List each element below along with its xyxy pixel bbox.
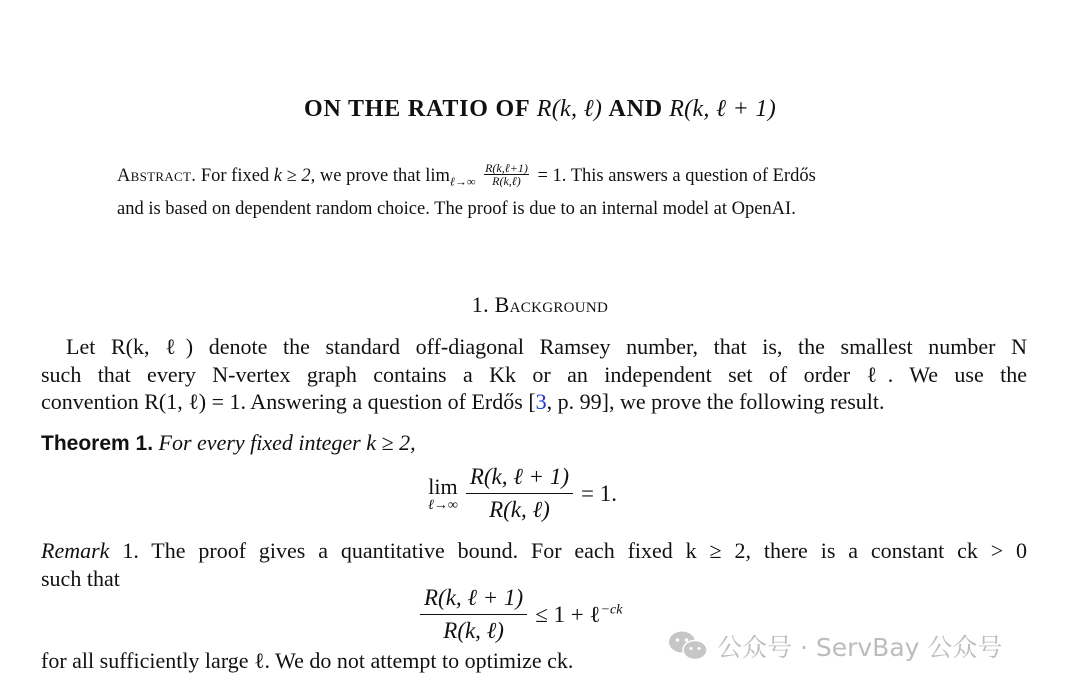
wechat-icon xyxy=(667,629,709,663)
theorem-1 xyxy=(41,430,416,456)
watermark-text: 公众号 · ServBay 公众号 xyxy=(717,633,1003,662)
title-lead: ON THE RATIO OF xyxy=(303,96,531,122)
abstract-line-1 xyxy=(117,163,967,196)
abstract-fraction xyxy=(484,162,529,187)
paper-title xyxy=(0,96,1080,123)
equation-1-rhs: = 1. xyxy=(581,480,617,506)
equation-2-denominator: R(k, ℓ) xyxy=(443,618,504,643)
display-equation-1 xyxy=(428,464,617,523)
abstract-label: Abstract. xyxy=(117,166,197,186)
abstract-condition: k ≥ 2 xyxy=(273,166,311,186)
limit-operator: lim ℓ→∞ xyxy=(428,473,458,513)
paragraph-1-line-3: convention R(1, ℓ) = 1. Answering a question of Erdős [3, p. 99], we prove the following result. xyxy=(41,389,885,414)
paragraph-1-line-2: such that every N-vertex graph contains a Kk or an independent set of order ℓ. We use the xyxy=(41,361,1027,387)
abstract-text-3: = 1. This answers a question of Erdős xyxy=(537,166,816,186)
title-and: AND xyxy=(608,96,663,122)
abstract-frac-den: R(k,ℓ) xyxy=(492,174,521,189)
abstract-text-2: , we prove that xyxy=(310,166,421,186)
watermark xyxy=(667,628,1002,664)
remark-line-1: Remark 1. The proof gives a quantitative bound. For each fixed k ≥ 2, there is a constant ck > 0 xyxy=(41,538,1028,563)
equation-1-denominator: R(k, ℓ) xyxy=(489,497,550,522)
remark-line-2: such that xyxy=(41,565,120,591)
paragraph-1-line-1: Let R(k, ℓ) denote the standard off-diagonal Ramsey number, that is, the smallest number N xyxy=(66,334,1027,359)
equation-2-numerator: R(k, ℓ + 1) xyxy=(420,585,527,615)
citation-link[interactable]: 3 xyxy=(535,389,547,414)
paragraph-1 xyxy=(41,333,1027,416)
title-expr-2: R(k, ℓ + 1) xyxy=(669,96,777,122)
display-equation-2 xyxy=(420,585,622,644)
section-heading xyxy=(0,292,1080,318)
abstract xyxy=(117,163,967,223)
theorem-statement: For every fixed integer k ≥ 2, xyxy=(158,430,416,455)
remark-label: Remark xyxy=(41,538,110,563)
abstract-line-2: and is based on dependent random choice. The proof is due to an internal model at OpenAI. xyxy=(117,198,796,219)
equation-2-rhs: ≤ 1 + ℓ$^{-ck}$ xyxy=(535,601,623,627)
abstract-lim: $\lim_{\ell\to\infty}$ xyxy=(425,166,476,189)
title-expr-1: R(k, ℓ) xyxy=(536,96,603,122)
equation-1-numerator: R(k, ℓ + 1) xyxy=(466,464,573,494)
equation-2-fraction xyxy=(420,585,527,644)
abstract-frac-num: R(k,ℓ+1) xyxy=(485,161,528,176)
equation-1-fraction xyxy=(466,464,573,523)
theorem-label: Theorem 1. xyxy=(41,432,154,455)
abstract-text-1: For fixed xyxy=(200,166,270,186)
remark-1 xyxy=(41,537,1027,592)
section-heading-text: 1. Background xyxy=(471,292,609,317)
final-line: for all sufficiently large ℓ. We do not attempt to optimize ck. xyxy=(41,648,574,673)
